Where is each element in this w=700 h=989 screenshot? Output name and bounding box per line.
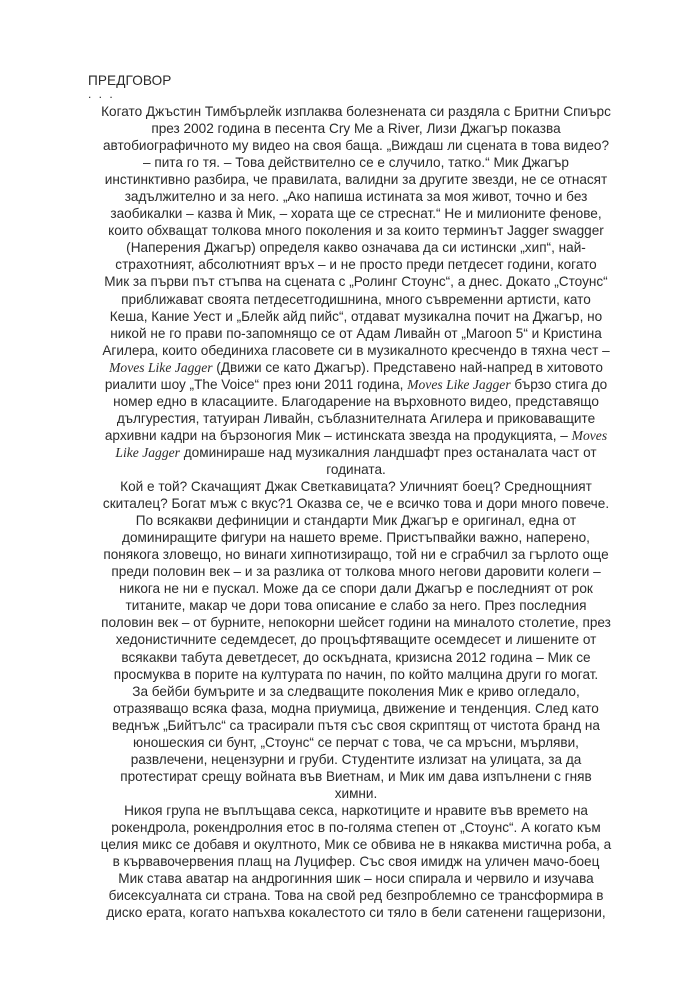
song-title: Moves [571,427,608,443]
paragraph [88,802,624,921]
text-line: в кървавочервения плащ на Луцифер. Със своя имидж на уличен мачо-боец [112,854,600,870]
song-title: Like Jagger [115,444,180,460]
text-line: номер едно в класациите. Благодарение на върховното видео, представящо [113,393,599,409]
text-line: юношеския си бунт, „Стоунс“ се перчат с това, че са мръсни, мърляви, [133,734,579,750]
text-line: доминиращите фигури на нашето време. Пристъпвайки важно, наперено, [122,530,590,546]
text-line: приближават своята петдесетгодишнина, много съвременни артисти, като [121,291,591,307]
text-line: Кеша, Кание Уест и „Блейк айд пийс“, отдават музикална почит на Джагър, но [109,308,603,324]
text-line: Кой е той? Скачащият Джак Светкавицата? Уличният боец? Среднощният [120,479,592,495]
text-line: целия микс се добавя и окултното, Мик се обвива не в някаква мистична роба, а [100,837,612,853]
text-line: (Наперения Джагър) определя какво означава да си истински „хип“, най- [126,240,586,256]
text-line: веднъж „Бийтълс“ са трасирали пътя със своя скриптящ от чистота бранд на [112,717,600,733]
chapter-heading: ПРЕДГОВОР [88,73,172,88]
text-line: архивни кадри на бързоногия Мик – истинската звезда на продукцията, – Moves [104,427,608,443]
song-title: Moves Like Jagger [407,376,511,392]
text-line: понякога зловещо, но винаги хипнотизиращо, той ни е сграбчил за гърлото още [103,547,609,563]
text-line: годината. [326,461,386,477]
text-line: – пита го тя. – Това действително се е случило, татко.“ Мик Джагър [143,155,569,171]
text-line: протестират срещу войната във Виетнам, и Мик им дава изпълнени с гняв [120,768,592,784]
text-line: половин век – от бурните, непокорни шейсет години на миналото столетие, през [101,615,611,631]
text-line: риалити шоу „The Voice“ през юни 2011 година, Moves Like Jagger бързо стига до [104,376,608,392]
document-body [88,72,624,921]
text-line: По всякакви дефиниции и стандарти Мик Джагър е оригинал, една от [135,513,577,529]
text-line: просмуква в порите на културата по начин, по който малцина други го могат. [113,666,599,682]
text-line: скиталец? Богат мъж с вкус?1 Оказва се, че е всичко това и дори много повече. [102,496,610,512]
text-line: никой не го прави по-запомнящо се от Адам Ливайн от „Maroon 5“ и Кристина [110,325,602,341]
text-line: хедонистичните седемдесет, до процъфтяващите осемдесет и лишените от [115,632,597,648]
text-line: Агилера, които обединиха гласовете си в музикалното кресчендо в тяхна чест – [102,342,610,358]
text-line: страхотният, абсолютният връх – и не просто преди петдесет години, когато [115,257,597,273]
paragraph [88,478,624,683]
text-line: развлечени, нецензурни и груби. Студентите излизат на улицата, за да [130,751,582,767]
text-line: Когато Джъстин Тимбърлейк изплаква болезнената си раздяла с Бритни Спиърс [101,104,611,119]
paragraph-container [88,103,624,921]
text-line: заобикалки – казва ѝ Мик, – хората ще се стреснат.“ Не и милионите фенове, [110,206,602,222]
text-line: диско ерата, когато напъхва кокалестото си тяло в бели сатенени гащеризони, [106,905,606,921]
paragraph [88,103,624,478]
text-line: бисексуалната си страна. Това на свой ред безпроблемно се трансформира в [108,888,604,904]
text-line: Никоя група не въплъщава секса, наркотиците и нравите във времето на [124,802,588,818]
text-line: всякакви табута деветдесет, до оскъдната, кризисна 2012 година – Мик се [121,649,591,665]
text-line: химни. [334,785,378,801]
text-line: инстинктивно разбира, че правилата, валидни за другите звезди, не се отнасят [104,172,608,188]
text-line: автобиографичното му видео на своя баща. „Виждаш ли сцената в това видео? [102,138,610,154]
paragraph [88,683,624,802]
text-line: За бейби бумърите и за следващите поколения Мик е криво огледало, [132,683,580,699]
text-line: Like Jagger доминираше над музикалния ландшафт през останалата част от [115,444,597,460]
text-line: които обхващат толкова много поколения и за които терминът Jagger swagger [108,223,604,239]
text-line: Мик става аватар на андрогинния шик – носи спирала и червило и изучава [118,871,594,887]
text-line: титаните, макар че дори това описание е слабо за него. През последния [125,598,587,614]
song-title: Moves Like Jagger [109,359,213,375]
section-ellipsis: . . . [88,87,115,101]
text-line: през 2002 година в песента Cry Me a River, Лизи Джагър показва [151,121,561,137]
text-line: Мик за първи път стъпва на сцената с „Ролинг Стоунс“, а днес. Докато „Стоунс“ [104,274,608,290]
text-line: задължително и за него. „Ако напиша истината за моя живот, точно и без [124,189,588,205]
text-line: Moves Like Jagger (Движи се като Джагър). Представено най-напред в хитовото [109,359,603,375]
text-line: отразяващо всяка фаза, модна приумица, движение и тенденция. След като [113,700,599,716]
text-line: дългурестия, татуиран Ливайн, съблазнителната Агилера и приковаващите [116,410,596,426]
text-line: рокендрола, рокендролния етос в по-голяма степен от „Стоунс“. А когато към [111,819,601,835]
text-line: никога не ни е пускал. Може да се спори дали Джагър е последният от рок [119,581,593,597]
text-line: преди половин век – и за разлика от толкова много негови даровити колеги – [111,564,601,580]
